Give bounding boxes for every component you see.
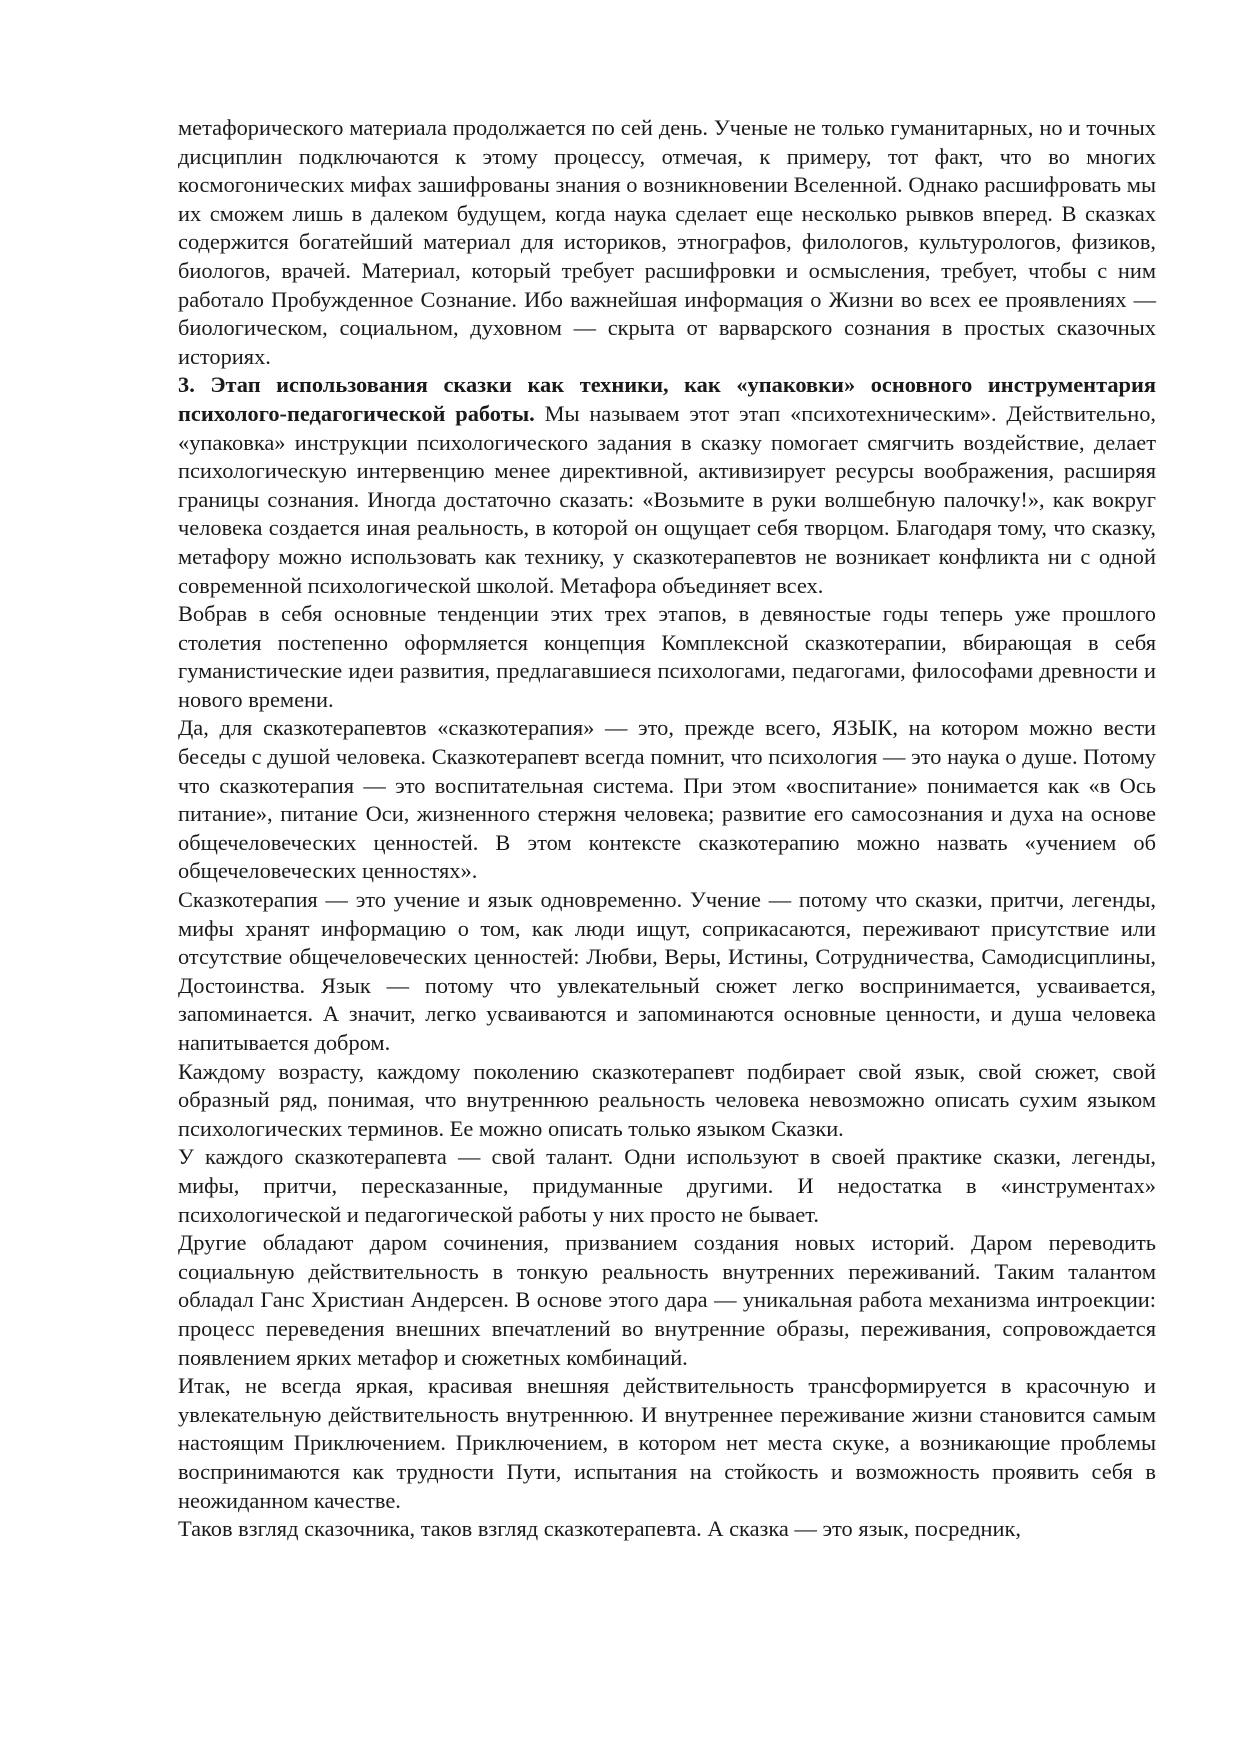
- paragraph-text: Итак, не всегда яркая, красивая внешняя действительность трансформируется в красочную и увлекательную действительность внутреннюю. И внутреннее переживание жизни становится самым настоящим Приключением. Приключением, в котором нет места скуке, а возникающие проблемы воспринимаются как трудности Пути, испытания на стойкость и возможность проявить себя в неожиданном качестве.: [178, 1373, 1156, 1513]
- paragraph-storyteller-view: [178, 1515, 1156, 1544]
- document-page: [178, 114, 1156, 1544]
- paragraph-text: Вобрав в себя основные тенденции этих трех этапов, в девяностые годы теперь уже прошлого столетия постепенно оформляется концепция Комплексной сказкотерапии, вбирающая в себя гуманистические идеи развития, предлагавшиеся психологами, педагогами, философами древности и нового времени.: [178, 601, 1156, 712]
- paragraph-gift-of-composition: [178, 1229, 1156, 1372]
- paragraph-stage-3: [178, 371, 1156, 600]
- paragraph-text: Другие обладают даром сочинения, призванием создания новых историй. Даром переводить социальную действительность в тонкую реальность внутренних переживаний. Таким талантом обладал Ганс Христиан Андерсен. В основе этого дара — уникальная работа механизма интроекции: процесс переведения внешних впечатлений во внутренние образы, переживания, сопровождается появлением ярких метафор и сюжетных комбинаций.: [178, 1230, 1156, 1370]
- paragraph-text: Мы называем этот этап «психотехническим». Действительно, «упаковка» инструкции психологического задания в сказку помогает смягчить воздействие, делает психологическую интервенцию менее директивной, активизирует ресурсы воображения, расширяя границы сознания. Иногда достаточно сказать: «Возьмите в руки волшебную палочку!», как вокруг человека создается иная реальность, в которой он ощущает себя творцом. Благодаря тому, что сказку, метафору можно использовать как технику, у сказкотерапевтов не возникает конфликта ни с одной современной психологической школой. Метафора объединяет всех.: [178, 400, 1156, 598]
- paragraph-text: Каждому возрасту, каждому поколению сказкотерапевт подбирает свой язык, свой сюжет, свой образный ряд, понимая, что внутреннюю реальность человека невозможно описать сухим языком психологических терминов. Ее можно описать только языком Сказки.: [178, 1058, 1156, 1141]
- paragraph-text: Сказкотерапия — это учение и язык одновременно. Учение — потому что сказки, притчи, легенды, мифы хранят информацию о том, как люди ищут, соприкасаются, переживают присутствие или отсутствие общечеловеческих ценностей: Любви, Веры, Истины, Сотрудничества, Самодисциплины, Достоинства. Язык — потому что увлекательный сюжет легко воспринимается, усваивается, запоминается. А значит, легко усваиваются и запоминаются основные ценности, и душа человека напитывается добром.: [178, 887, 1156, 1055]
- stage-3-heading: 3. Этап использования сказки как техники, как «упаковки» основного инструментария психолого-педагогической работы.: [178, 372, 1156, 426]
- paragraph-text: У каждого сказкотерапевта — свой талант. Одни используют в своей практике сказки, легенды, мифы, притчи, пересказанные, придуманные другими. И недостатка в «инструментах» психологической и педагогической работы у них просто не бывает.: [178, 1144, 1156, 1227]
- paragraph-metaphoric-material: [178, 114, 1156, 371]
- paragraph-each-age: [178, 1058, 1156, 1144]
- paragraph-talent: [178, 1143, 1156, 1229]
- paragraph-text: метафорического материала продолжается по сей день. Ученые не только гуманитарных, но и точных дисциплин подключаются к этому процессу, отмечая, к примеру, тот факт, что во многих космогонических мифах зашифрованы знания о возникновении Вселенной. Однако расшифровать мы их сможем лишь в далеком будущем, когда наука сделает еще несколько рывков вперед. В сказках содержится богатейший материал для историков, этнографов, филологов, культурологов, физиков, биологов, врачей. Материал, который требует расшифровки и осмысления, требует, чтобы с ним работало Пробужденное Сознание. Ибо важнейшая информация о Жизни во всех ее проявлениях — биологическом, социальном, духовном — скрыта от варварского сознания в простых сказочных историях.: [178, 115, 1156, 369]
- paragraph-language-of-soul: [178, 714, 1156, 886]
- paragraph-text: Да, для сказкотерапевтов «сказкотерапия» — это, прежде всего, ЯЗЫК, на котором можно вести беседы с душой человека. Сказкотерапевт всегда помнит, что психология — это наука о душе. Потому что сказкотерапия — это воспитательная система. При этом «воспитание» понимается как «в Ось питание», питание Оси, жизненного стержня человека; развитие его самосознания и духа на основе общечеловеческих ценностей. В этом контексте сказкотерапию можно назвать «учением об общечеловеческих ценностях».: [178, 715, 1156, 884]
- paragraph-text: Таков взгляд сказочника, таков взгляд сказкотерапевта. А сказка — это язык, посредник,: [178, 1516, 1021, 1542]
- paragraph-teaching-and-language: [178, 886, 1156, 1058]
- paragraph-complex-fairytale-therapy: [178, 600, 1156, 714]
- paragraph-adventure: [178, 1372, 1156, 1515]
